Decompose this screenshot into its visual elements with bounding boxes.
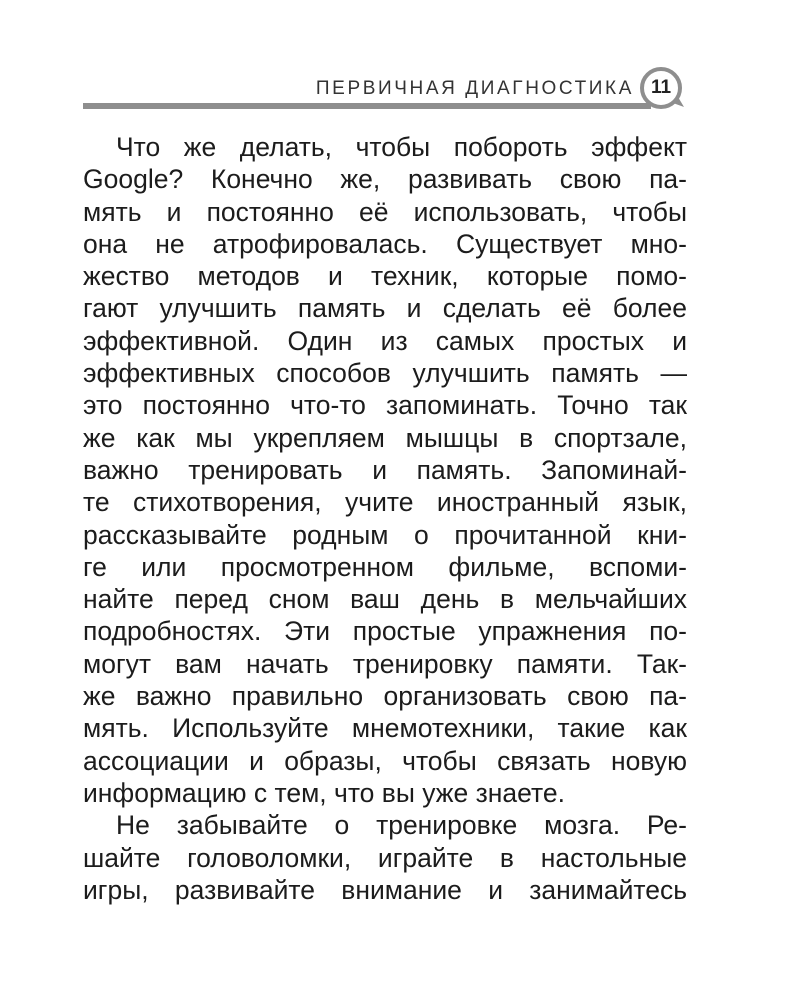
text-line: мять. Используйте мнемотехники, такие как [83,713,687,744]
running-head [0,0,800,120]
text-line: рассказывайте родным о прочитанной кни- [83,519,687,550]
text-line: могут вам начать тренировку памяти. Так- [83,648,687,679]
text-line: найте перед сном ваш день в мельчайших [83,584,687,615]
body-text [83,131,687,906]
section-title: ПЕРВИЧНАЯ ДИАГНОСТИКА [315,78,634,99]
text-line: шайте головоломки, играйте в настольные [83,842,687,873]
text-line: эффективных способов улучшить память — [83,358,687,389]
text-line: мять и постоянно её использовать, чтобы [83,196,687,227]
text-line: же важно правильно организовать свою па- [83,681,687,712]
text-line: эффективной. Один из самых простых и [83,325,687,356]
text-line: она не атрофировалась. Существует мно- [83,228,687,259]
text-line: подробностях. Эти простые упражнения по- [83,616,687,647]
text-line: ассоциации и образы, чтобы связать новую [83,745,687,776]
text-line: Не забывайте о тренировке мозга. Ре- [116,810,687,841]
page-number: 11 [650,77,672,98]
text-line: это постоянно что-то запоминать. Точно так [83,390,687,421]
text-line: игры, развивайте внимание и занимайтесь [83,874,687,905]
text-line: гают улучшить память и сделать её более [83,293,687,324]
header-rule [83,103,651,109]
text-line: Google? Конечно же, развивать свою па- [83,164,687,195]
text-line: важно тренировать и память. Запоминай- [83,454,687,485]
paragraph-1 [83,131,687,809]
text-line: же как мы укрепляем мышцы в спортзале, [83,422,687,453]
text-line: ге или просмотренном фильме, вспоми- [83,551,687,582]
paragraph-2 [83,809,687,906]
text-line: те стихотворения, учите иностранный язык, [83,487,687,518]
text-line: жество методов и техник, которые помо- [83,261,687,292]
text-line: информацию с тем, что вы уже знаете. [83,777,565,808]
text-line: Что же делать, чтобы побороть эффект [116,132,687,162]
